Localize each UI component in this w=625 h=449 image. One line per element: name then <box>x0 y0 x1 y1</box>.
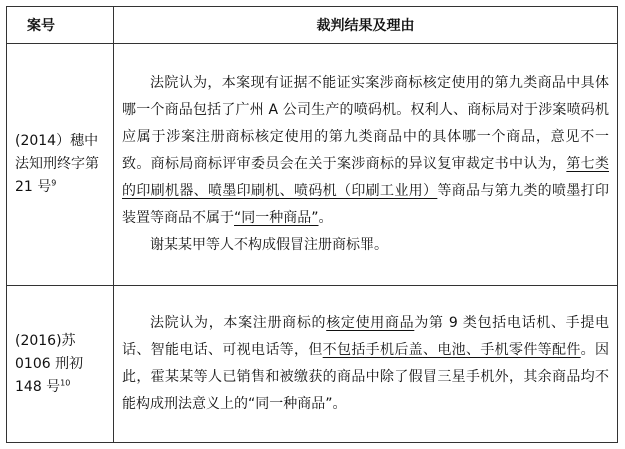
judgment-table <box>6 6 618 443</box>
header-case-no: 案号 <box>7 7 114 44</box>
reason-text: 为第 9 类包括电话机、手提电话、智能电话、可视电话等，但 <box>122 315 610 358</box>
reason-paragraph <box>122 70 609 232</box>
underlined-text: 核定使用商品 <box>326 315 415 331</box>
underlined-text: 第七类的印刷机器、喷墨印刷机、喷码机（印刷工业用） <box>122 156 610 199</box>
table-row <box>7 286 618 443</box>
result-cell <box>114 44 618 286</box>
table-header-row <box>7 7 618 44</box>
case-number-cell <box>7 286 114 443</box>
reason-text: 法院认为，本案注册商标的 <box>150 315 327 331</box>
underlined-text: 不包括手机后盖、电池、手机零件等配件 <box>322 342 581 358</box>
case-number: (2014）穗中法知刑终字第 21 号 <box>15 133 99 195</box>
reason-paragraph <box>122 310 609 418</box>
reason-text: 。因此，霍某某等人已销售和被缴获的商品中除了假冒三星手机外，其余商品均不能构成刑法意义上的“同一种商品”。 <box>122 342 610 412</box>
header-result: 裁判结果及理由 <box>114 7 618 44</box>
case-number-cell <box>7 44 114 286</box>
case-number: (2016)苏 0106 刑初 148 号 <box>15 332 84 395</box>
footnote-marker: 10 <box>60 377 71 387</box>
result-cell <box>114 286 618 443</box>
underlined-text: “同一种商品” <box>234 210 319 226</box>
footnote-marker: 9 <box>51 178 57 188</box>
reason-text: 谢某某甲等人不构成假冒注册商标罪。 <box>150 237 388 253</box>
reason-text: 法院认为，本案现有证据不能证实案涉商标核定使用的第九类商品中具体哪一个商品包括了广州 A 公司生产的喷码机。权利人、商标局对于涉案喷码机应属于涉案注册商标核定使用的第九类商品中的具体哪一个商品，意见不一致。商标局商标评审委员会在关于案涉商标的异议复审裁定书中认为， <box>122 75 609 172</box>
reason-text: 等商品与第九类的喷墨打印装置等商品不属于 <box>122 183 610 226</box>
table-row <box>7 44 618 286</box>
reason-paragraph <box>122 232 609 259</box>
reason-text: 。 <box>318 210 333 226</box>
